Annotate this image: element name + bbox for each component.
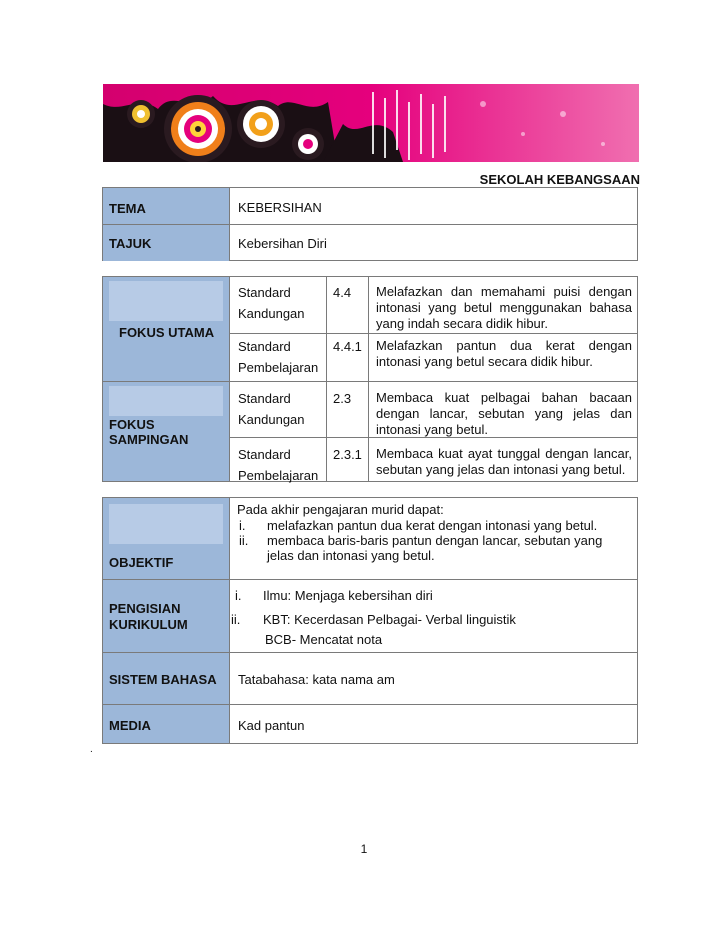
objektif-label-cell bbox=[103, 498, 230, 579]
sk-type-line1: Standard bbox=[238, 285, 291, 300]
tema-label-cell bbox=[103, 188, 230, 224]
objektif-item-num: i. bbox=[239, 518, 246, 533]
media-label-cell bbox=[103, 705, 230, 743]
sp-type bbox=[238, 446, 318, 484]
objektif-item-text bbox=[267, 533, 602, 563]
sp-type-line1: Standard bbox=[238, 339, 291, 354]
tema-label: TEMA bbox=[109, 201, 146, 216]
objektif-item-text: melafazkan pantun dua kerat dengan intonasi yang betul. bbox=[267, 518, 598, 533]
lesson-table bbox=[102, 497, 638, 744]
label-band bbox=[109, 504, 223, 544]
sp-type-line2: Pembelajaran bbox=[238, 468, 319, 483]
objektif-item-text-line2: jelas dan intonasi yang betul. bbox=[267, 548, 435, 563]
sk-code: 4.4 bbox=[333, 285, 352, 300]
fokus-sampingan-label bbox=[109, 417, 188, 447]
sp-desc: Melafazkan pantun dua kerat dengan intonasi yang betul secara didik hibur. bbox=[376, 338, 632, 369]
tajuk-row bbox=[103, 225, 637, 261]
objektif-item bbox=[237, 533, 632, 563]
sk-type-line2: Kandungan bbox=[238, 412, 305, 427]
fokus-table bbox=[102, 276, 638, 482]
media-label: MEDIA bbox=[109, 718, 151, 733]
page-number: 1 bbox=[360, 842, 368, 856]
school-name: SEKOLAH KEBANGSAAN bbox=[479, 172, 640, 187]
sp-type-line2: Pembelajaran bbox=[238, 360, 319, 375]
divider bbox=[368, 277, 369, 381]
objektif-row bbox=[103, 498, 637, 580]
pengisian-item-num: ii. bbox=[231, 612, 241, 627]
media-row bbox=[103, 705, 637, 743]
sk-type bbox=[238, 284, 305, 322]
sk-desc: Melafazkan dan memahami puisi dengan intonasi yang betul menggunakan bahasa yang indah secara didik hibur. bbox=[376, 284, 632, 331]
pengisian-label-line2: KURIKULUM bbox=[109, 617, 188, 632]
sk-type-line1: Standard bbox=[238, 391, 291, 406]
objektif-label: OBJEKTIF bbox=[109, 555, 174, 570]
sk-type-line2: Kandungan bbox=[238, 306, 305, 321]
pengisian-label-line1: PENGISIAN bbox=[109, 601, 181, 616]
divider bbox=[368, 382, 369, 481]
banner-graphic bbox=[103, 84, 639, 162]
tajuk-value: Kebersihan Diri bbox=[238, 236, 327, 251]
sk-desc: Membaca kuat pelbagai bahan bacaan dengan lancar, sebutan yang jelas dan intonasi yang betul. bbox=[376, 390, 632, 437]
sp-type bbox=[238, 338, 318, 376]
pengisian-label bbox=[109, 601, 188, 633]
divider bbox=[326, 382, 327, 481]
sistem-label: SISTEM BAHASA bbox=[109, 672, 217, 687]
fokus-utama-label-cell bbox=[103, 277, 230, 381]
objektif-item-num: ii. bbox=[239, 533, 249, 548]
pengisian-label-cell bbox=[103, 580, 230, 652]
header-banner bbox=[103, 84, 639, 162]
fokus-sampingan-row bbox=[103, 382, 637, 481]
objektif-intro: Pada akhir pengajaran murid dapat: bbox=[237, 502, 444, 517]
sp-code: 2.3.1 bbox=[333, 447, 362, 462]
label-band bbox=[109, 386, 223, 416]
objektif-item bbox=[237, 518, 632, 533]
divider bbox=[326, 277, 327, 381]
fokus-sampingan-label-cell bbox=[103, 382, 230, 481]
stray-mark: . bbox=[90, 744, 93, 755]
fokus-utama-row bbox=[103, 277, 637, 382]
sk-code: 2.3 bbox=[333, 391, 352, 406]
info-table bbox=[102, 187, 638, 261]
sp-type-line1: Standard bbox=[238, 447, 291, 462]
pengisian-item-num: i. bbox=[235, 588, 242, 603]
sp-desc: Membaca kuat ayat tunggal dengan lancar, sebutan yang jelas dan intonasi yang betul. bbox=[376, 446, 632, 477]
pengisian-item-text: KBT: Kecerdasan Pelbagai- Verbal linguistik bbox=[263, 612, 516, 627]
sk-type bbox=[238, 390, 305, 428]
tajuk-label: TAJUK bbox=[109, 236, 152, 251]
pengisian-extra: BCB- Mencatat nota bbox=[265, 632, 383, 647]
fokus-sampingan-label-line1: FOKUS bbox=[109, 417, 155, 432]
sistem-label-cell bbox=[103, 653, 230, 704]
objektif-content bbox=[237, 502, 632, 563]
divider bbox=[230, 333, 637, 334]
pengisian-item-text: Ilmu: Menjaga kebersihan diri bbox=[263, 588, 433, 603]
tajuk-label-cell bbox=[103, 225, 230, 261]
tema-row bbox=[103, 188, 637, 225]
tema-value: KEBERSIHAN bbox=[238, 200, 322, 215]
sistem-row bbox=[103, 653, 637, 705]
fokus-utama-label: FOKUS UTAMA bbox=[119, 325, 215, 340]
label-band bbox=[109, 281, 223, 321]
sp-code: 4.4.1 bbox=[333, 339, 362, 354]
pengisian-row bbox=[103, 580, 637, 653]
fokus-sampingan-label-line2: SAMPINGAN bbox=[109, 432, 189, 447]
media-value: Kad pantun bbox=[238, 718, 305, 733]
objektif-item-text-line1: membaca baris-baris pantun dengan lancar, sebutan yang bbox=[267, 533, 603, 548]
sistem-value: Tatabahasa: kata nama am bbox=[238, 672, 395, 687]
